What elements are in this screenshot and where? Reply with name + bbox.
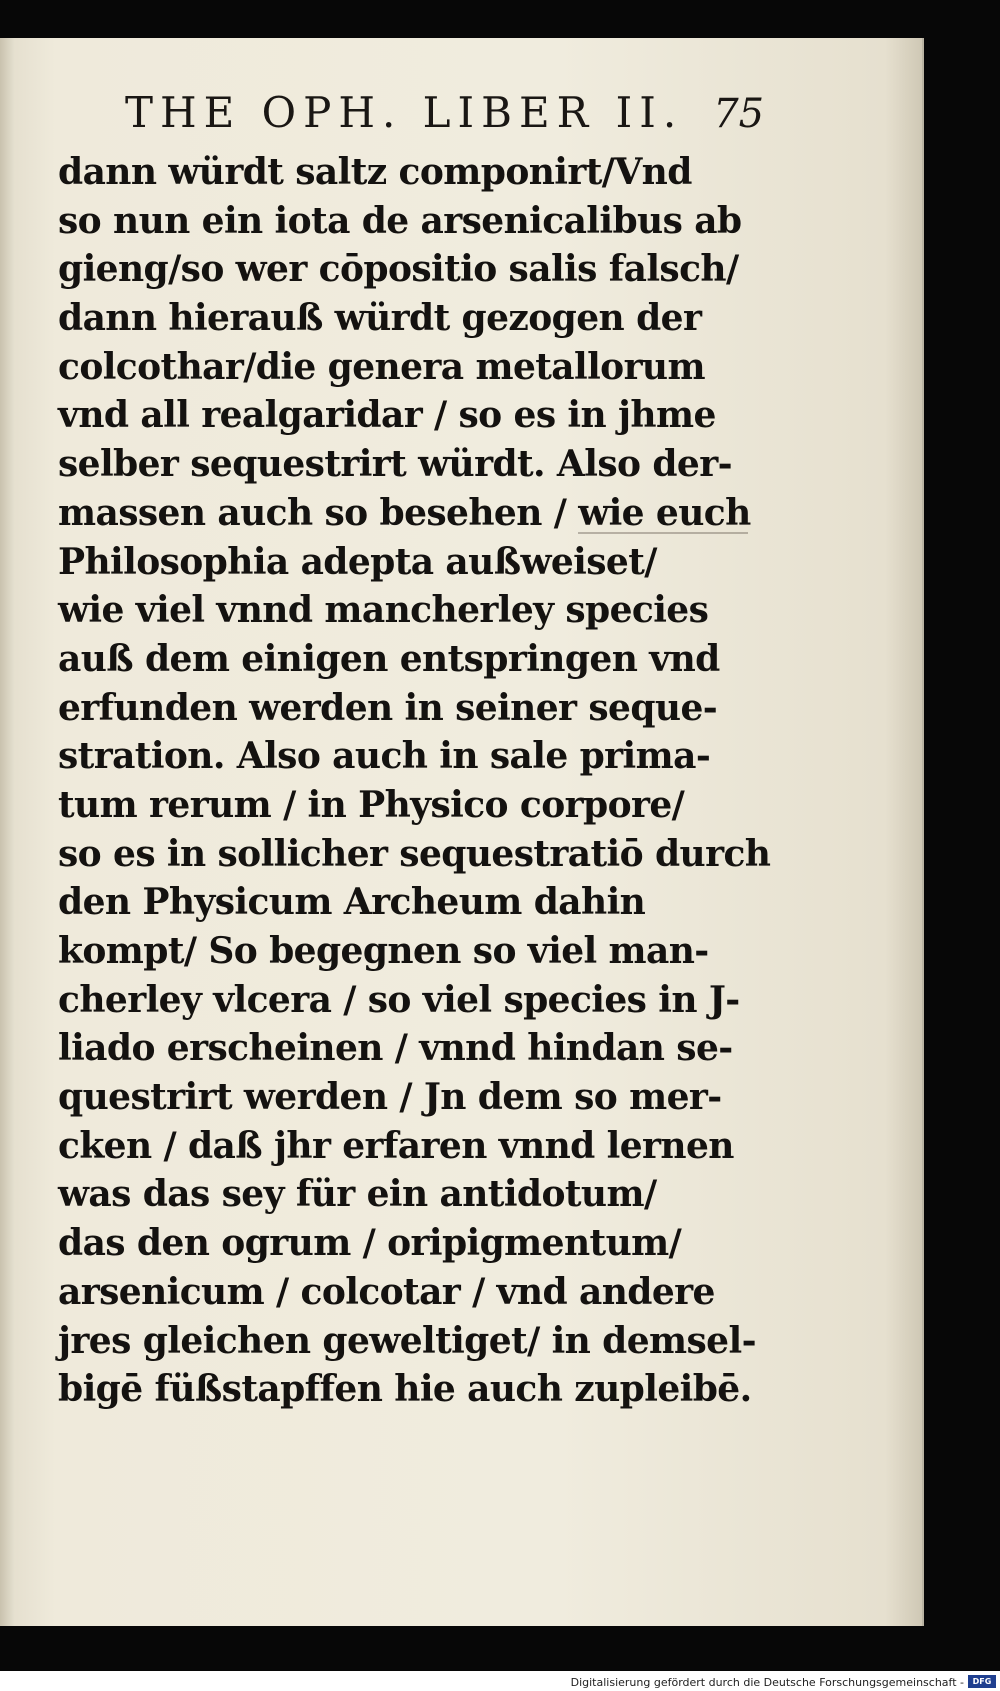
- page-gutter: [0, 38, 14, 1626]
- text-line: liado erscheinen / vnnd hindan se-: [58, 1027, 733, 1070]
- text-line: vnd all realgaridar / so es in jhme: [58, 394, 716, 437]
- text-line: dann würdt saltz componirt/Vnd: [58, 151, 692, 193]
- text-line: wie viel vnnd mancherley species: [58, 589, 709, 632]
- page-header: [125, 88, 765, 148]
- text-line: jres gleichen geweltiget/ in demsel-: [58, 1319, 756, 1362]
- text-line: cken / daß jhr erfaren vnnd lernen: [58, 1124, 734, 1167]
- text-line: stration. Also auch in sale prima-: [58, 735, 711, 778]
- text-line: den Physicum Archeum dahin: [58, 881, 646, 924]
- text-line: Philosophia adepta außweiset/: [58, 540, 657, 583]
- text-line: so es in sollicher sequestratiō durch: [58, 832, 771, 875]
- text-line: questrirt werden / Jn dem so mer-: [58, 1076, 722, 1119]
- text-line: das den ogrum / oripigmentum/: [58, 1222, 682, 1265]
- text-line: massen auch so besehen / wie euch: [58, 489, 758, 538]
- text-line: selber sequestrirt würdt. Also der-: [58, 443, 732, 486]
- page-number: 75: [713, 91, 765, 137]
- text-line: colcothar/die genera metallorum: [58, 345, 705, 388]
- text-line: was das sey für ein antidotum/: [58, 1173, 657, 1216]
- text-line: arsenicum / colcotar / vnd andere: [58, 1270, 715, 1313]
- running-title: THE OPH. LIBER II.: [125, 88, 684, 137]
- text-line: dann hierauß würdt gezogen der: [58, 297, 702, 340]
- body-text: [58, 148, 771, 1414]
- text-line: erfunden werden in seiner seque-: [58, 686, 718, 729]
- funding-credit: Digitalisierung gefördert durch die Deutsche Forschungsgemeinschaft -: [570, 1676, 964, 1689]
- dfg-logo-icon: DFG: [968, 1675, 996, 1688]
- text-line: kompt/ So begegnen so viel man-: [58, 930, 709, 972]
- text-line: auß dem einigen entspringen vnd: [58, 637, 720, 680]
- text-line: gieng/so wer cōpositio salis falsch/: [58, 248, 739, 291]
- text-line: bigē füßstapffen hie auch zupleibē.: [58, 1368, 752, 1411]
- footer-bar: [0, 1671, 1000, 1691]
- text-line: cherley vlcera / so viel species in J-: [58, 978, 740, 1021]
- text-line: so nun ein iota de arsenicalibus ab: [58, 199, 742, 242]
- text-line: tum rerum / in Physico corpore/: [58, 783, 685, 826]
